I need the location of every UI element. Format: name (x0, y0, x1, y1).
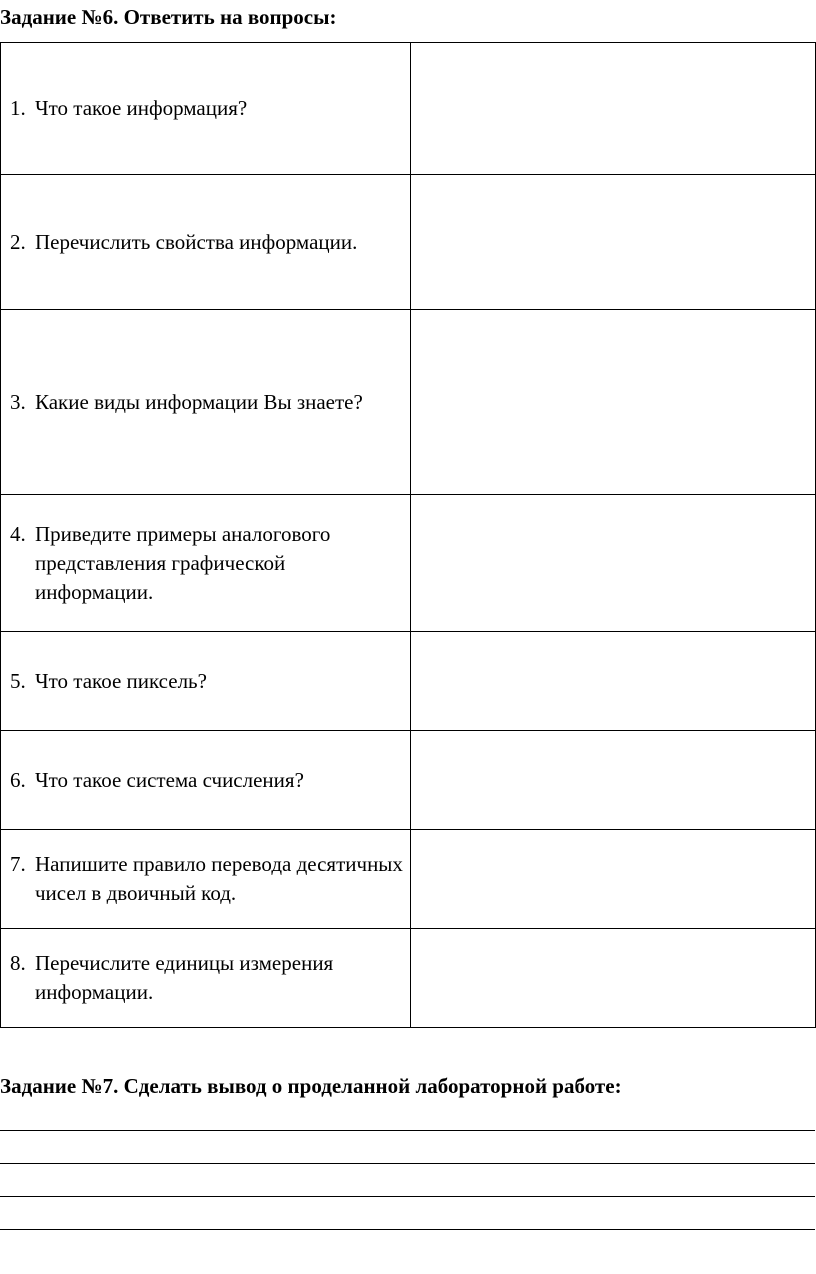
question-text: Какие виды информации Вы знаете? (35, 389, 363, 414)
table-row (1, 632, 816, 731)
question-number: 6. (10, 767, 26, 792)
question-cell (1, 929, 411, 1028)
question-number: 7. (10, 852, 26, 876)
answer-cell[interactable] (411, 929, 816, 1028)
task7-heading: Задание №7. Сделать вывод о проделанной лабораторной работе: (0, 1074, 622, 1098)
answer-cell[interactable] (411, 830, 816, 929)
question-cell (1, 310, 411, 495)
table-row (1, 43, 816, 175)
task6-heading: Задание №6. Ответить на вопросы: (0, 5, 337, 29)
question-cell (1, 731, 411, 830)
question-text: Перечислите единицы измерения информации. (35, 951, 334, 1004)
question-number: 1. (10, 96, 26, 120)
question-text: Перечислить свойства информации. (35, 229, 358, 254)
table-row (1, 495, 816, 632)
question-text: Что такое информация? (35, 96, 248, 120)
answer-cell[interactable] (411, 43, 816, 175)
conclusion-line[interactable] (0, 1229, 815, 1230)
question-text: Напишите правило перевода десятичных чисел в двоичный код. (35, 852, 403, 905)
answer-cell[interactable] (411, 632, 816, 731)
table-row (1, 731, 816, 830)
table-row (1, 830, 816, 929)
question-number: 4. (10, 521, 26, 546)
question-text: Приведите примеры аналогового представления графической информации. (35, 521, 331, 604)
answer-cell[interactable] (411, 495, 816, 632)
question-number: 3. (10, 389, 26, 414)
conclusion-line[interactable] (0, 1130, 815, 1131)
table-row (1, 929, 816, 1028)
conclusion-line[interactable] (0, 1196, 815, 1197)
table-row (1, 175, 816, 310)
answer-cell[interactable] (411, 175, 816, 310)
question-number: 2. (10, 229, 26, 254)
question-cell (1, 175, 411, 310)
question-cell (1, 495, 411, 632)
question-text: Что такое система счисления? (35, 767, 304, 792)
conclusion-line[interactable] (0, 1163, 815, 1164)
question-cell (1, 830, 411, 929)
question-cell (1, 632, 411, 731)
answer-cell[interactable] (411, 310, 816, 495)
question-text: Что такое пиксель? (35, 668, 207, 693)
table-row (1, 310, 816, 495)
question-number: 8. (10, 951, 26, 975)
answer-cell[interactable] (411, 731, 816, 830)
questions-table (0, 42, 816, 1028)
question-number: 5. (10, 668, 26, 693)
question-cell (1, 43, 411, 175)
